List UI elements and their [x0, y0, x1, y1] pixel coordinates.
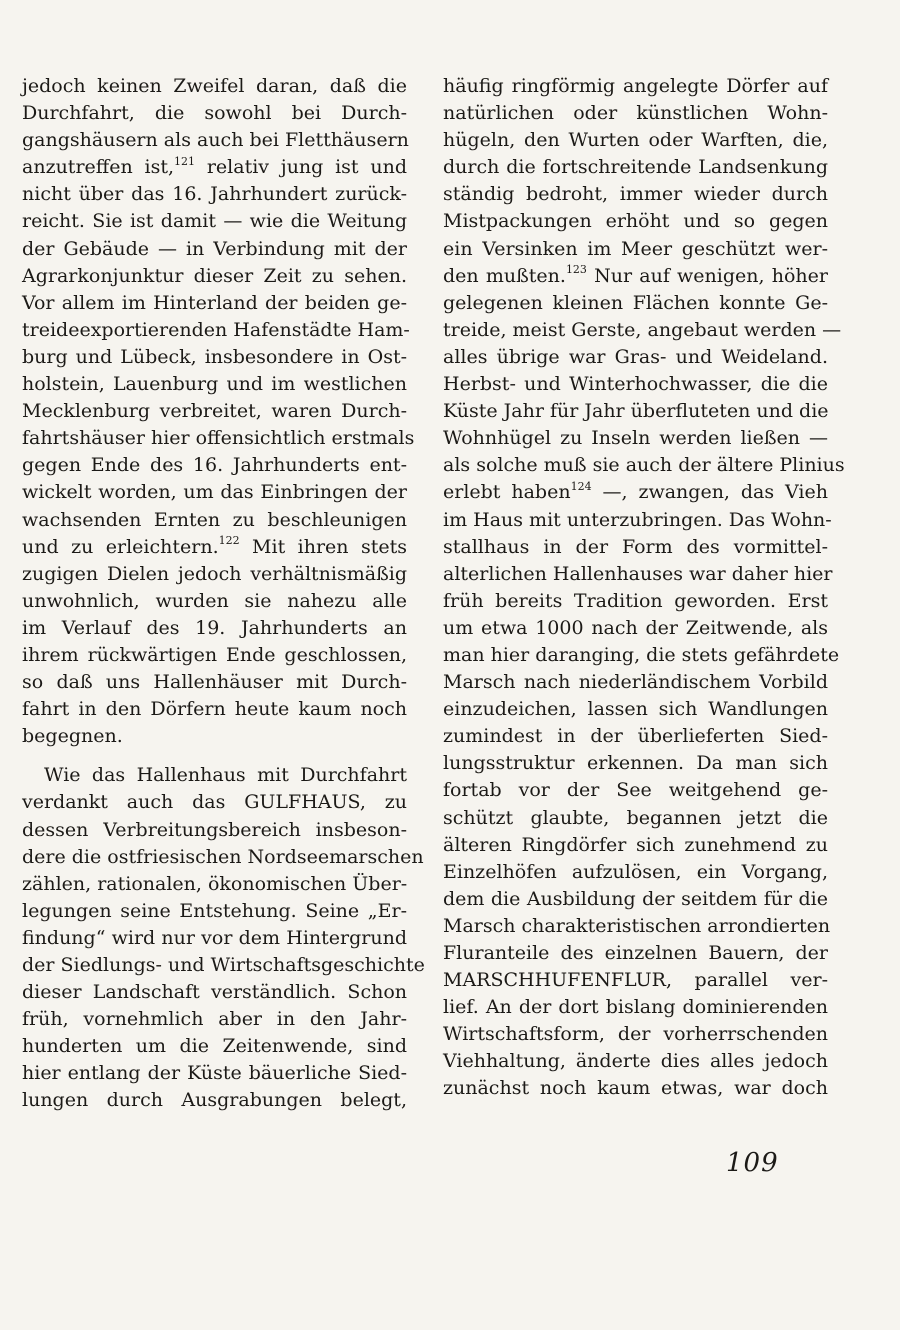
- text-line: [443, 263, 828, 290]
- text-line: findung“ wird nur vor dem Hintergrund: [22, 926, 407, 949]
- text-line: Durchfahrt, die sowohl bei Durch-: [22, 102, 407, 125]
- text-line: so daß uns Hallenhäuser mit Durch-: [22, 671, 407, 694]
- text-line: hier entlang der Küste bäuerliche Sied-: [22, 1062, 407, 1085]
- text-line: legungen seine Entstehung. Seine „Er-: [22, 899, 407, 922]
- text-line: alterlichen Hallenhauses war daher hier: [443, 562, 833, 585]
- text-line: der Siedlungs- und Wirtschaftsgeschichte: [22, 954, 425, 976]
- text-line: ihrem rückwärtigen Ende geschlossen,: [22, 643, 407, 666]
- text-line: zumindest in der überlieferten Sied-: [443, 725, 828, 748]
- text-line: unwohnlich, wurden sie nahezu alle: [22, 589, 407, 612]
- text-line: stallhaus in der Form des vormittel-: [443, 535, 828, 558]
- text-line: Wie das Hallenhaus mit Durchfahrt: [44, 764, 407, 787]
- text-run: —, zwangen, das Vieh: [591, 481, 828, 504]
- text-run: relativ jung ist und: [195, 156, 407, 179]
- text-line: fahrt in den Dörfern heute kaum noch: [22, 698, 407, 721]
- page-number: 109: [726, 1148, 779, 1178]
- text-line: Herbst- und Winterhochwasser, die die: [443, 373, 828, 396]
- text-line: häufig ringförmig angelegte Dörfer auf: [443, 75, 828, 97]
- text-line: gelegenen kleinen Flächen konnte Ge-: [443, 291, 828, 314]
- text-line: treideexportierenden Hafenstädte Ham-: [22, 318, 410, 341]
- text-line: [22, 534, 407, 561]
- left-column: [22, 73, 425, 1115]
- text-line: Mecklenburg verbreitet, waren Durch-: [22, 400, 407, 423]
- text-line: Fluranteile des einzelnen Bauern, der: [443, 942, 828, 964]
- text-line: lief. An der dort bislang dominierenden: [443, 996, 828, 1019]
- text-line: zugigen Dielen jedoch verhältnismäßig: [22, 562, 407, 585]
- text-line: gegen Ende des 16. Jahrhunderts ent-: [22, 454, 407, 477]
- text-line: im Haus mit unterzubringen. Das Wohn-: [443, 508, 832, 531]
- text-line: dessen Verbreitungsbereich insbeson-: [22, 818, 407, 841]
- text-line: fortab vor der See weitgehend ge-: [443, 779, 828, 802]
- text-line: älteren Ringdörfer sich zunehmend zu: [443, 833, 828, 856]
- text-line: Viehhaltung, änderte dies alles jedoch: [443, 1050, 828, 1073]
- right-column: [443, 73, 845, 1103]
- text-run: erlebt haben: [443, 481, 571, 504]
- text-line: zunächst noch kaum etwas, war doch: [443, 1077, 828, 1100]
- text-line: Mistpackungen erhöht und so gegen: [443, 210, 828, 233]
- text-line: lungen durch Ausgrabungen belegt,: [22, 1089, 407, 1112]
- text-line: gangshäusern als auch bei Fletthäusern: [22, 129, 409, 152]
- text-line: Wohnhügel zu Inseln werden ließen —: [443, 427, 828, 450]
- text-line: schützt glaubte, begannen jetzt die: [443, 806, 828, 829]
- text-line: reicht. Sie ist damit — wie die Weitung: [22, 210, 407, 233]
- text-line: als solche muß sie auch der ältere Plinius: [443, 454, 845, 477]
- text-line: wachsenden Ernten zu beschleunigen: [22, 508, 407, 531]
- text-line: alles übrige war Gras- und Weideland.: [443, 345, 828, 368]
- text-line: fahrtshäuser hier offensichtlich erstmals: [22, 427, 415, 450]
- text-line: verdankt auch das GULFHAUS, zu: [22, 791, 407, 814]
- text-line: begegnen.: [22, 725, 123, 748]
- text-line: Marsch charakteristischen arrondierten: [443, 914, 831, 937]
- text-line: Wirtschaftsform, der vorherrschenden: [443, 1023, 828, 1046]
- footnote-ref-123: 123: [565, 263, 587, 277]
- text-line: ständig bedroht, immer wieder durch: [443, 183, 828, 206]
- text-line: [443, 479, 828, 506]
- text-line: Agrarkonjunktur dieser Zeit zu sehen.: [22, 264, 407, 287]
- text-line: zählen, rationalen, ökonomischen Über-: [22, 872, 408, 895]
- paragraph-gap: [22, 750, 407, 762]
- text-line: wickelt worden, um das Einbringen der: [22, 481, 407, 504]
- text-run: und zu erleichtern.: [22, 535, 219, 558]
- text-run: anzutreffen ist,: [22, 156, 175, 179]
- text-line: hunderten um die Zeitenwende, sind: [22, 1035, 407, 1058]
- text-line: früh bereits Tradition geworden. Erst: [443, 589, 828, 612]
- footnote-ref-124: 124: [570, 480, 592, 494]
- text-line: Einzelhöfen aufzulösen, ein Vorgang,: [443, 860, 828, 883]
- text-line: ein Versinken im Meer geschützt wer-: [443, 237, 828, 260]
- text-line: holstein, Lauenburg und im westlichen: [22, 373, 407, 396]
- text-line: dieser Landschaft verständlich. Schon: [22, 981, 407, 1004]
- footnote-ref-121: 121: [174, 154, 196, 168]
- text-line: dem die Ausbildung der seitdem für die: [443, 887, 828, 910]
- text-line: lungsstruktur erkennen. Da man sich: [443, 752, 828, 775]
- text-line: im Verlauf des 19. Jahrhunderts an: [22, 616, 407, 639]
- text-line: der Gebäude — in Verbindung mit der: [22, 237, 407, 260]
- text-line: treide, meist Gerste, angebaut werden —: [443, 318, 842, 341]
- text-line: nicht über das 16. Jahrhundert zurück-: [22, 183, 407, 206]
- text-line: Küste Jahr für Jahr überfluteten und die: [443, 400, 829, 423]
- text-line: Vor allem im Hinterland der beiden ge-: [22, 291, 407, 314]
- text-run: Nur auf wenigen, höher: [586, 264, 828, 287]
- text-line: natürlichen oder künstlichen Wohn-: [443, 102, 828, 125]
- text-line: einzudeichen, lassen sich Wandlungen: [443, 698, 828, 721]
- text-line: jedoch keinen Zweifel daran, daß die: [22, 75, 407, 97]
- text-line: man hier daranging, die stets gefährdete: [443, 643, 840, 666]
- text-line: hügeln, den Wurten oder Warften, die,: [443, 129, 828, 152]
- text-line: um etwa 1000 nach der Zeitwende, als: [443, 616, 828, 639]
- text-line: dere die ostfriesischen Nordseemarschen: [22, 845, 424, 868]
- text-run: Mit ihren stets: [239, 535, 407, 558]
- text-line: durch die fortschreitende Landsenkung: [443, 156, 828, 179]
- text-line: [22, 154, 407, 181]
- text-line: Marsch nach niederländischem Vorbild: [443, 671, 828, 694]
- text-line: burg und Lübeck, insbesondere in Ost-: [22, 345, 407, 368]
- footnote-ref-122: 122: [218, 534, 240, 548]
- text-line: früh, vornehmlich aber in den Jahr-: [22, 1008, 407, 1031]
- text-line: MARSCHHUFENFLUR, parallel ver-: [443, 969, 828, 992]
- text-run: den mußten.: [443, 264, 566, 287]
